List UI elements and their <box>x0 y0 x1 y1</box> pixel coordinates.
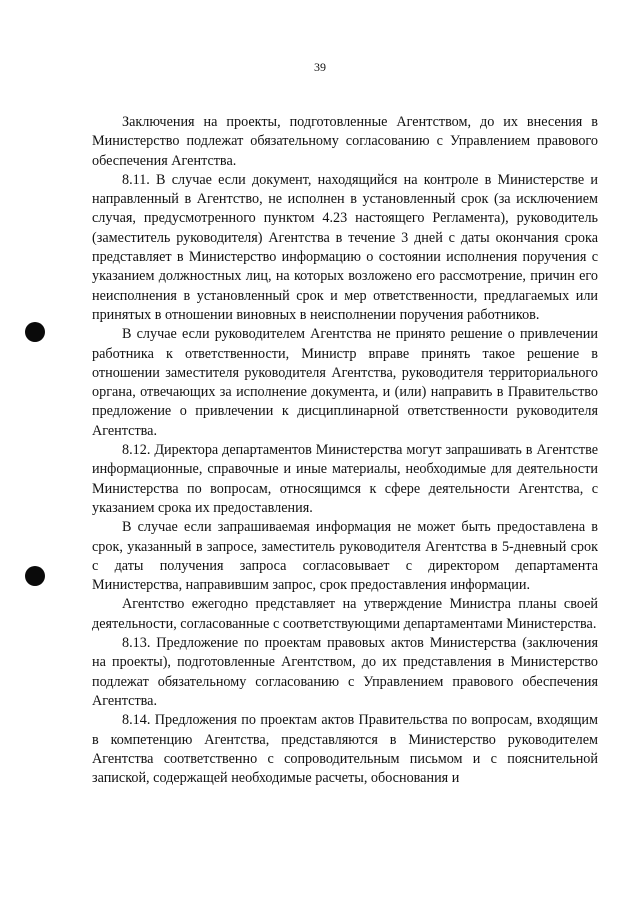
paragraph-8-11: 8.11. В случае если документ, находящийся на контроле в Министерстве и направленный в Агентство, не исполнен в установленный срок (за исключением случая, предусмотренного пунктом 4.23 настоящего Регламента), руководитель (заместитель руководителя) Агентства в течение 3 дней с даты окончания срока представляет в Министерство информацию о состоянии исполнения поручения с указанием должностных лиц, на которых возложено его рассмотрение, причин его неисполнения в установленный срок и мер ответственности, предлагаемых или принятых в отношении виновных в неисполнении поручения работников. <box>92 171 598 323</box>
page-number: 39 <box>314 60 326 74</box>
paragraph-8-14: 8.14. Предложения по проектам актов Правительства по вопросам, входящим в компетенцию Агентства, представляются в Министерство руководителем Агентства соответственно с сопроводительным письмом и с пояснительной запиской, содержащей необходимые расчеты, обоснования и <box>92 712 598 787</box>
paragraph: В случае если руководителем Агентства не принято решение о привлечении работника к ответственности, Министр вправе принять такое решение в отношении заместителя руководителя Агентства, руководителя территориального органа, отвечающих за исполнение документа, и (или) направить в Правительство предложение о привлечении к дисциплинарной ответственности руководителя Агентства. <box>92 326 598 439</box>
paragraph: Заключения на проекты, подготовленные Агентством, до их внесения в Министерство подлежат обязательному согласованию с Управлением правового обеспечения Агентства. <box>92 114 598 169</box>
paragraph-8-12: 8.12. Директора департаментов Министерства могут запрашивать в Агентстве информационные, справочные и иные материалы, необходимые для деятельности Министерства по вопросам, относящимся к сфере деятельности Агентства, с указанием срока их предоставления. <box>92 442 598 516</box>
document-body <box>92 113 598 788</box>
paragraph: Агентство ежегодно представляет на утверждение Министра планы своей деятельности, согласованные с соответствующими департаментами Министерства. <box>92 596 598 632</box>
binder-hole-mark <box>25 566 45 586</box>
paragraph-8-13: 8.13. Предложение по проектам правовых актов Министерства (заключения на проекты), подготовленные Агентством, до их представления в Министерство подлежат обязательному согласованию с Управлением правового обеспечения Агентства. <box>92 635 598 709</box>
binder-hole-mark <box>25 322 45 342</box>
paragraph: В случае если запрашиваемая информация не может быть предоставлена в срок, указанный в запросе, заместитель руководителя Агентства в 5-дневный срок с даты получения запроса согласовывает с директором департамента Министерства, направившим запрос, срок предоставления информации. <box>92 519 598 594</box>
